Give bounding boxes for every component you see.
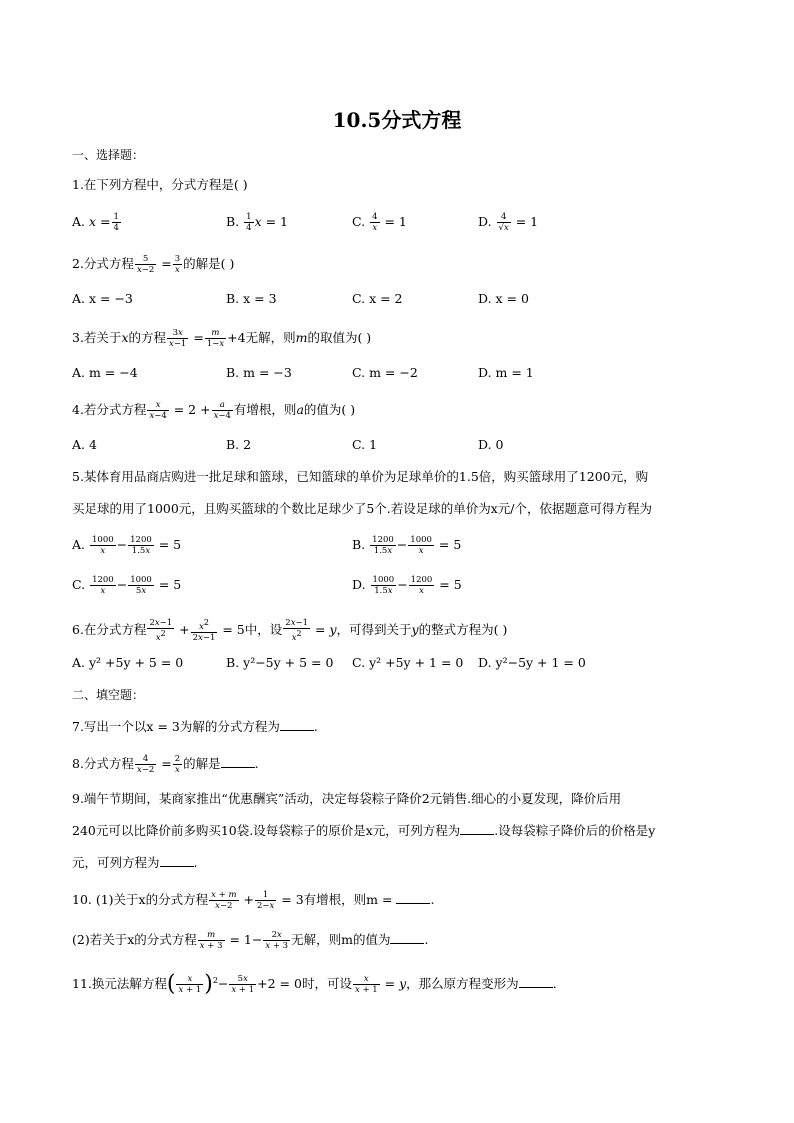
q10-part2: (2)若关于x的分式方程 $\frac{m}{x + 3}$ = 1− $\frac{2x}{x + 3}$ 无解，则m的值为 . — [72, 930, 429, 951]
q4-option-c: C. 1 — [352, 437, 378, 452]
q7-blank[interactable] — [280, 718, 314, 731]
q11-blank[interactable] — [519, 975, 553, 988]
page-title: 10.5分式方程 — [332, 108, 462, 132]
q3-option-d: D. m = 1 — [478, 365, 534, 380]
q5-option-c: C. $\frac{1200}{x}$ − $\frac{1000}{5x}$ = 5 — [72, 575, 182, 596]
q4-option-d: D. 0 — [478, 437, 504, 452]
q8-blank[interactable] — [221, 755, 255, 768]
q4-option-a: A. 4 — [72, 437, 97, 452]
q3-option-a: A. m = −4 — [72, 365, 138, 380]
q4-option-b: B. 2 — [226, 437, 252, 452]
q10-blank-1[interactable] — [396, 891, 430, 904]
q10-part1: 10. (1)关于x的分式方程 $\frac{x + m}{x-2}$ + $\frac{1}{2-x}$ = 3有增根，则m = . — [72, 890, 435, 911]
q2-option-a: A. x = −3 — [72, 291, 133, 306]
q6-option-b: B. y²−5y + 5 = 0 — [226, 655, 334, 670]
q5-line2: 买足球的用了1000元，且购买篮球的个数比足球少了5个.若设足球的单价为x元/个，依据题意可得方程为 — [72, 501, 653, 516]
q2-stem: 2.分式方程 $\frac{5}{x-2}$ = $\frac{3}{x}$ 的解是( ) — [72, 254, 235, 275]
q9-line1: 9.端午节期间，某商家推出“优惠酬宾”活动，决定每袋粽子降价2元销售.细心的小夏发现，降价后用 — [72, 791, 622, 806]
q2-option-b: B. x = 3 — [226, 291, 277, 306]
q11: 11.换元法解方程( $\frac{x}{x + 1}$ )$^2$− $\frac{5x}{x + 1}$ +2 = 0时，可设 $\frac{x}{x + 1}$ = y，那么原方程变形为 . — [72, 971, 557, 997]
q10-blank-2[interactable] — [390, 931, 424, 944]
q1-option-a: A. x = $\frac{1}{4}$ — [72, 212, 119, 233]
q6-option-c: C. y² +5y + 1 = 0 — [352, 655, 464, 670]
q3-option-b: B. m = −3 — [226, 365, 292, 380]
q1-option-d: D. $\frac{4}{√x}$ = 1 — [478, 212, 539, 233]
q6-option-a: A. y² +5y + 5 = 0 — [72, 655, 184, 670]
q5-line1: 5.某体育用品商店购进一批足球和篮球，已知篮球的单价为足球单价的1.5倍，购买篮球用了1200元，购 — [72, 469, 649, 484]
section-choice: 一、选择题： — [72, 148, 145, 162]
q8: 8.分式方程 $\frac{4}{x-2}$ = $\frac{2}{x}$ 的解是 . — [72, 754, 259, 775]
q9-line2: 240元可以比降价前多购买10袋.设每袋粽子的原价是x元，可列方程为 .设每袋粽子降价后的价格是y — [72, 823, 656, 838]
q5-option-a: A. $\frac{1000}{x}$ − $\frac{1200}{1.5x}$ = 5 — [72, 535, 182, 556]
q5-option-b: B. $\frac{1200}{1.5x}$ − $\frac{1000}{x}$ = 5 — [352, 535, 462, 556]
q7: 7.写出一个以x = 3为解的分式方程为 . — [72, 719, 318, 734]
q9-line3: 元，可列方程为 . — [72, 855, 198, 870]
q1-option-b: B. $\frac{1}{4}$ x = 1 — [226, 212, 289, 233]
q2-option-c: C. x = 2 — [352, 291, 403, 306]
q3-stem: 3.若关于x的方程 $\frac{3x}{x-1}$ = $\frac{m}{1-x}$ +4无解，则m的取值为( ) — [72, 328, 372, 349]
q3-option-c: C. m = −2 — [352, 365, 418, 380]
q9-blank-2[interactable] — [160, 854, 194, 867]
q9-blank-1[interactable] — [460, 822, 494, 835]
q1-option-c: C. $\frac{4}{x}$ = 1 — [352, 212, 407, 233]
section-fill-blank: 二、填空题： — [72, 688, 145, 702]
q5-option-d: D. $\frac{1000}{1.5x}$ − $\frac{1200}{x}$ = 5 — [352, 575, 462, 596]
q6-stem: 6.在分式方程 $\frac{2x-1}{x^2}$ + $\frac{x^2}{2x-1}$ = 5中，设 $\frac{2x-1}{x^2}$ = y，可得到关于y的整式方程为( ) — [72, 618, 508, 643]
q4-stem: 4.若分式方程 $\frac{x}{x-4}$ = 2 + $\frac{a}{x-4}$ 有增根，则a的值为( ) — [72, 400, 356, 421]
q6-option-d: D. y²−5y + 1 = 0 — [478, 655, 586, 670]
q1-stem: 1.在下列方程中，分式方程是( ) — [72, 177, 248, 192]
q2-option-d: D. x = 0 — [478, 291, 529, 306]
